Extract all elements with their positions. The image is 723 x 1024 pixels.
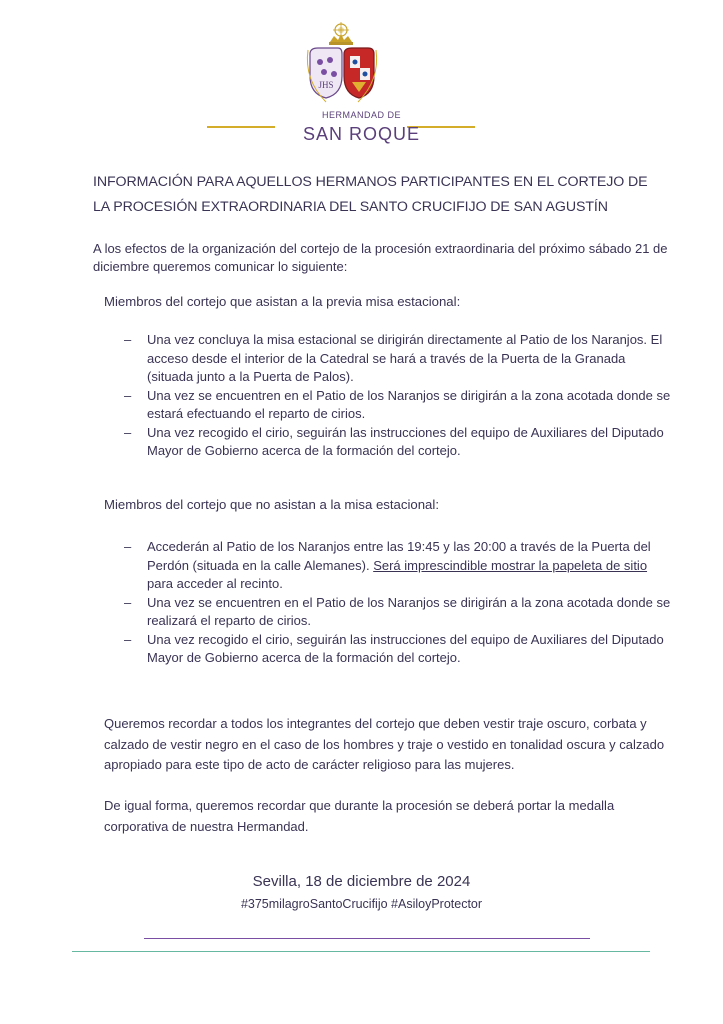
dash-bullet: – (124, 594, 132, 610)
list-item-text: Una vez recogido el cirio, seguirán las instrucciones del equipo de Auxiliares del Diputado Mayor de Gobierno acerca de la formación del cortejo. (147, 424, 664, 458)
title-line-2: LA PROCESIÓN EXTRAORDINARIA DEL SANTO CRUCIFIJO DE SAN AGUSTÍN (93, 199, 608, 215)
list-item (124, 538, 674, 594)
underlined-requirement: Será imprescindible mostrar la papeleta de sitio (373, 557, 648, 573)
section-2-list (124, 538, 674, 668)
dash-bullet: – (124, 332, 132, 347)
hashtags: #375milagroSantoCrucifijo #AsiloyProtector (240, 897, 483, 911)
document-title (93, 170, 653, 220)
title-line-1: INFORMACIÓN PARA AQUELLOS HERMANOS PARTICIPANTES EN EL CORTEJO DE (93, 174, 648, 190)
intro-paragraph: A los efectos de la organización del cortejo de la procesión extraordinaria del próximo sábado 21 de diciembre queremos comunicar lo siguiente: (93, 241, 668, 274)
svg-text:JHS: JHS (318, 80, 334, 90)
footer-divider-teal (72, 951, 650, 952)
list-item (124, 331, 674, 387)
list-item-text: Una vez recogido el cirio, seguirán las instrucciones del equipo de Auxiliares del Diputado Mayor de Gobierno acerca de la formación del cortejo. (147, 631, 664, 665)
brand-title: SAN ROQUE (302, 124, 421, 144)
section-2-heading: Miembros del cortejo que no asistan a la misa estacional: (104, 497, 439, 512)
list-item (124, 387, 674, 424)
brotherhood-crest-logo (300, 20, 382, 106)
list-item-text: Una vez concluya la misa estacional se dirigirán directamente al Patio de los Naranjos. El acceso desde el interior de la Catedral se hará a través de la Puerta de la Granada (situada junto a la Puerta de Palos). (147, 332, 663, 384)
list-item-text-tail: para acceder al recinto. (147, 576, 283, 591)
list-item-text: Una vez se encuentren en el Patio de los Naranjos se dirigirán a la zona acotada donde se estará efectuando el reparto de cirios. (147, 387, 671, 421)
dash-bullet: – (124, 631, 132, 647)
list-item (124, 594, 674, 631)
dash-bullet: – (124, 387, 132, 403)
footer-divider-purple (144, 938, 590, 939)
list-item (124, 631, 674, 668)
closing-paragraph-medal: De igual forma, queremos recordar que durante la procesión se deberá portar la medalla corporativa de nuestra Hermandad. (104, 798, 615, 834)
section-1-list (124, 331, 674, 461)
list-item-text: Una vez se encuentren en el Patio de los Naranjos se dirigirán a la zona acotada donde se realizará el reparto de cirios. (147, 594, 671, 628)
place-and-date: Sevilla, 18 de diciembre de 2024 (252, 873, 471, 890)
list-item-text: Accederán al Patio de los Naranjos entre las 19:45 y las 20:00 a través de la Puerta del Perdón (situada en la calle Alemanes). (147, 539, 651, 573)
brand-subtitle: HERMANDAD DE (321, 110, 401, 120)
list-item (124, 424, 674, 461)
dash-bullet: – (124, 539, 132, 554)
dash-bullet: – (124, 424, 132, 440)
closing-paragraph-dress-code: Queremos recordar a todos los integrantes del cortejo que deben vestir traje oscuro, corbata y calzado de vestir negro en el caso de los hombres y traje o vestido en tonalidad oscura y calzado apropiado para este tipo de acto de carácter religioso para las mujeres. (104, 716, 665, 772)
section-1-heading: Miembros del cortejo que asistan a la previa misa estacional: (104, 294, 461, 309)
